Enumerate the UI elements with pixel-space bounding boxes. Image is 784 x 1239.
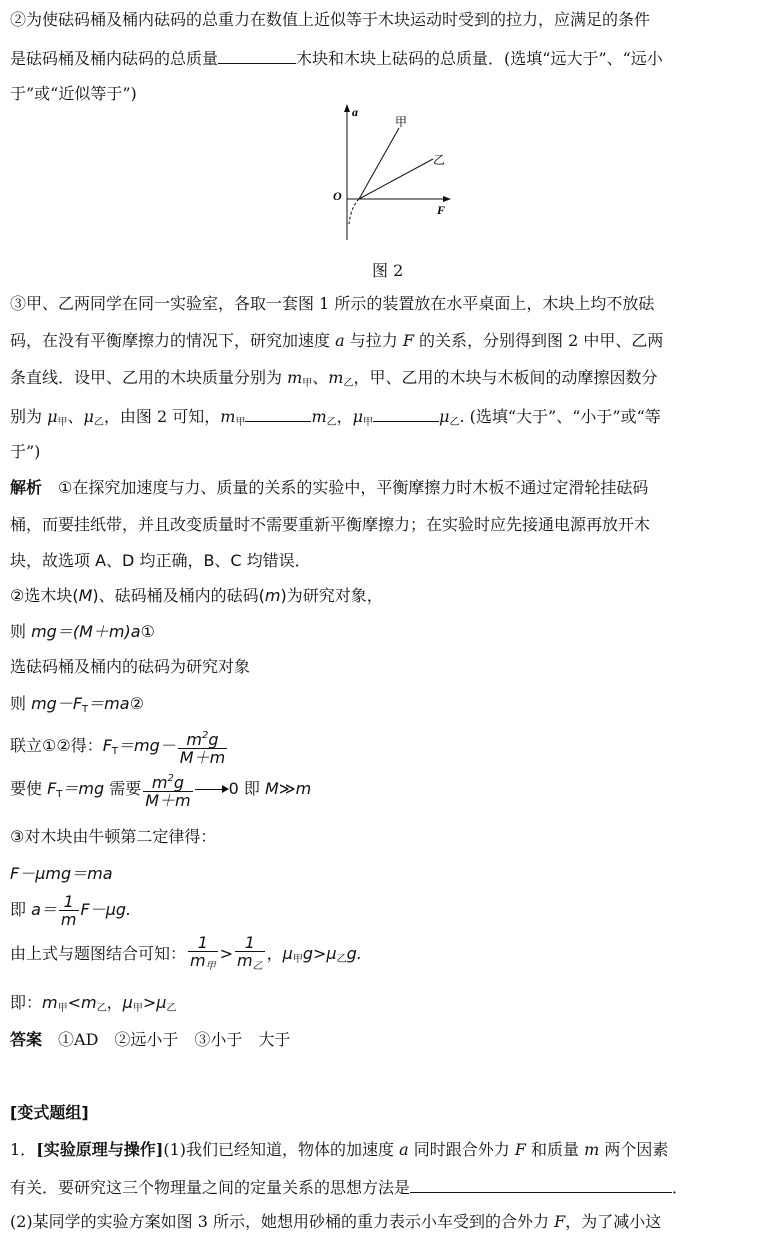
var-f: F (554, 1212, 566, 1231)
text: g. (346, 944, 362, 963)
text: 要使 (10, 779, 48, 798)
den: M＋m (179, 748, 226, 767)
q2-line-2 (10, 47, 774, 69)
text: 别为 (10, 407, 48, 426)
text: ， (266, 944, 283, 963)
text: ，为了减小这 (565, 1212, 662, 1231)
axis-label-f: F (437, 203, 446, 217)
analysis-eq-6 (10, 890, 774, 930)
var-mu: μ (83, 407, 94, 426)
sup-2: 2 (167, 773, 174, 784)
var-M: M (78, 586, 93, 605)
figure-2-graph (325, 102, 455, 252)
sub-jia: 甲 (57, 1003, 68, 1014)
var-mu: μ (156, 993, 167, 1012)
analysis-line-3 (10, 551, 774, 571)
lt-sign: < (67, 993, 82, 1012)
analysis-eq-3 (10, 726, 774, 766)
origin-label: O (333, 189, 342, 203)
var-f: F (47, 779, 57, 798)
num-g: g (173, 773, 185, 792)
var-m: m (311, 407, 327, 426)
text: ，甲、乙用的木块与木板间的动摩擦因数分 (353, 368, 658, 387)
gt-sign: > (219, 944, 234, 963)
result: M≫m (265, 779, 312, 798)
analysis-line-2 (10, 515, 774, 535)
variant-line-3 (10, 1212, 774, 1232)
analysis-line-5 (10, 657, 774, 677)
var-m: m (220, 407, 236, 426)
num: 1 (59, 893, 79, 911)
label-yi: 乙 (433, 153, 446, 167)
equation-5: F－μmg＝ma (10, 864, 113, 883)
axis-label-a: a (352, 105, 358, 119)
den: M＋m (145, 791, 191, 810)
text: 块，故选项 A、D 均正确，B、C 均错误． (10, 551, 311, 570)
analysis-label: 解析 (10, 478, 43, 497)
q3-line-4 (10, 405, 774, 433)
text: . (选填“大于”、“小于”或“等 (459, 407, 661, 426)
num-m: m (186, 730, 202, 749)
var-f: F (102, 736, 112, 755)
sup-2: 2 (202, 730, 209, 741)
analysis-eq-4 (10, 769, 774, 809)
answer-blank[interactable] (373, 405, 439, 422)
num-m: m (151, 773, 168, 792)
sub-jia: 甲 (302, 378, 313, 389)
sub-yi: 乙 (336, 954, 347, 965)
text: )为研究对象， (280, 586, 383, 605)
text: 码，在没有平衡摩擦力的情况下，研究加速度 (10, 331, 336, 350)
text: ③甲、乙两同学在同一实验室，各取一套图 1 所示的装置放在水平桌面上，木块上均不放砝 (10, 294, 655, 313)
text: ， (336, 407, 353, 426)
sub-yi: 乙 (449, 417, 460, 428)
text: 即： (10, 993, 43, 1012)
equation-6b: F－μg. (80, 900, 132, 919)
text: 木块和木块上砝码的总质量．(选填“远大于”、“远小 (296, 49, 663, 68)
topic-tag: [实验原理与操作] (36, 1140, 164, 1159)
text: 是砝码桶及桶内砝码的总质量 (10, 49, 219, 68)
text: ②选木块( (10, 586, 79, 605)
sub-jia: 甲 (57, 417, 68, 428)
var-mu: μ (47, 407, 58, 426)
num: 1 (188, 934, 218, 952)
var-a: a (335, 331, 345, 350)
text: 则 (10, 622, 32, 641)
gt-sign: > (142, 993, 157, 1012)
equation-6a: a＝ (31, 900, 57, 919)
sub-yi: 乙 (166, 1003, 177, 1014)
text: 条直线．设甲、乙用的木块质量分别为 (10, 368, 288, 387)
var-m: m (81, 993, 97, 1012)
var-a: a (399, 1140, 409, 1159)
analysis-line-4 (10, 586, 774, 606)
answer-blank[interactable] (410, 1176, 672, 1193)
sub-t: T (56, 789, 63, 800)
fraction-m2g-over-Mm (178, 727, 227, 766)
analysis-eq-8 (10, 993, 774, 1019)
analysis-eq-1 (10, 622, 774, 642)
equation-2b: ＝ma (88, 694, 130, 713)
den: m (60, 910, 77, 929)
analysis-eq-7 (10, 934, 774, 974)
analysis-eq-2 (10, 694, 774, 720)
text: 1． (10, 1140, 37, 1159)
num-g: g (208, 730, 219, 749)
y-axis-arrow (344, 104, 350, 112)
var-mu: μ (326, 944, 337, 963)
fraction-1-over-m-yi (235, 934, 265, 975)
q3-line-5 (10, 442, 774, 462)
var-mu: μ (352, 407, 364, 426)
tends-to-arrow-icon (195, 785, 229, 795)
text: ，由图 2 可知， (103, 407, 221, 426)
text: 桶，而要挂纸带，并且改变质量时不需要重新平衡摩擦力；在实验时应先接通电源再放开木 (10, 515, 651, 534)
answer-line (10, 1030, 774, 1050)
text: 选砝码桶及桶内的砝码为研究对象 (10, 657, 251, 676)
equation-2a: mg－F (31, 694, 83, 713)
sub-jia: 甲 (235, 417, 246, 428)
var-mu: μ (282, 944, 293, 963)
sub-jia: 甲 (205, 961, 216, 972)
text: (1)我们已经知道，物体的加速度 (163, 1140, 400, 1159)
sub-yi: 乙 (93, 417, 104, 428)
variant-line-1 (10, 1140, 774, 1160)
text: 于”或“近似等于”) (10, 84, 137, 103)
var-m: m (287, 368, 303, 387)
text: ②为使砝码桶及桶内砝码的总重力在数值上近似等于木块运动时受到的拉力，应满足的条件 (10, 10, 651, 29)
q3-line-1 (10, 294, 774, 314)
label-jia: 甲 (395, 115, 408, 129)
var-mu: μ (122, 993, 133, 1012)
q3-line-3 (10, 368, 774, 394)
answer-blank[interactable] (218, 47, 296, 64)
q3-line-2 (10, 331, 774, 351)
var-f: F (514, 1140, 526, 1159)
text: 、 (67, 407, 84, 426)
sub-jia: 甲 (132, 1003, 143, 1014)
text: 需要 (104, 779, 142, 798)
answer-blank[interactable] (245, 405, 311, 422)
num: 1 (235, 934, 265, 952)
text: 于”) (10, 442, 41, 461)
text: 与拉力 (344, 331, 403, 350)
den-m: m (190, 951, 206, 970)
answer-text: ①AD ②远小于 ③小于 大于 (58, 1030, 291, 1049)
sub-yi: 乙 (343, 378, 354, 389)
text: ． (672, 1178, 689, 1197)
analysis-line-1 (10, 478, 774, 498)
dashed-curve (349, 199, 359, 224)
eq-tag: ② (129, 694, 144, 713)
equation-3: ＝mg－ (118, 736, 176, 755)
text: 同时跟合外力 (408, 1140, 515, 1159)
eq-tag: ① (140, 622, 155, 641)
text: 0 即 (228, 779, 266, 798)
text: ①在探究加速度与力、质量的关系的实验中，平衡摩擦力时木板不通过定滑轮挂砝码 (58, 478, 649, 497)
text: 和质量 (525, 1140, 585, 1159)
sub-t: T (111, 746, 119, 757)
text: 联立①②得： (10, 736, 103, 755)
text: g> (302, 944, 327, 963)
answer-label: 答案 (10, 1030, 43, 1049)
sub-yi: 乙 (96, 1003, 107, 1014)
x-axis-arrow (443, 196, 451, 202)
text: )、砝码桶及桶内的砝码( (92, 586, 265, 605)
text: 则 (10, 694, 32, 713)
text: ③对木块由牛顿第二定律得： (10, 827, 217, 846)
sub-t: T (82, 704, 89, 715)
analysis-eq-5 (10, 864, 774, 884)
sub-yi: 乙 (252, 961, 263, 972)
sub-jia: 甲 (363, 417, 374, 428)
var-f: F (402, 331, 414, 350)
section-header: [变式题组] (10, 1103, 89, 1122)
var-mu: μ (439, 407, 450, 426)
equation-1: mg＝(M＋m)a (31, 622, 141, 641)
fraction-1-over-m-jia (188, 934, 218, 975)
fraction-1-over-m (59, 893, 79, 928)
equation-4: ＝mg (62, 779, 105, 798)
text: (2)某同学的实验方案如图 3 所示，她想用砂桶的重力表示小车受到的合外力 (10, 1212, 555, 1231)
figure-caption: 图 2 (372, 261, 404, 280)
variant-header (10, 1103, 774, 1123)
text: 即 (10, 900, 32, 919)
text: 、 (312, 368, 329, 387)
den-m: m (237, 951, 253, 970)
q2-line-3 (10, 84, 774, 104)
q2-line-1 (10, 10, 774, 30)
sub-yi: 乙 (326, 417, 337, 428)
text: ， (106, 993, 123, 1012)
text: 的关系，分别得到图 2 中甲、乙两 (413, 331, 664, 350)
var-m: m (584, 1140, 600, 1159)
sub-jia: 甲 (292, 954, 303, 965)
var-m: m (328, 368, 344, 387)
analysis-line-6 (10, 827, 774, 847)
text: 由上式与题图结合可知： (10, 944, 187, 963)
var-m: m (264, 586, 281, 605)
var-m: m (42, 993, 58, 1012)
text: 两个因素 (599, 1140, 669, 1159)
variant-line-2 (10, 1176, 774, 1198)
text: 有关．要研究这三个物理量之间的定量关系的思想方法是 (10, 1178, 411, 1197)
fraction-m2g-over-Mm (143, 770, 192, 809)
